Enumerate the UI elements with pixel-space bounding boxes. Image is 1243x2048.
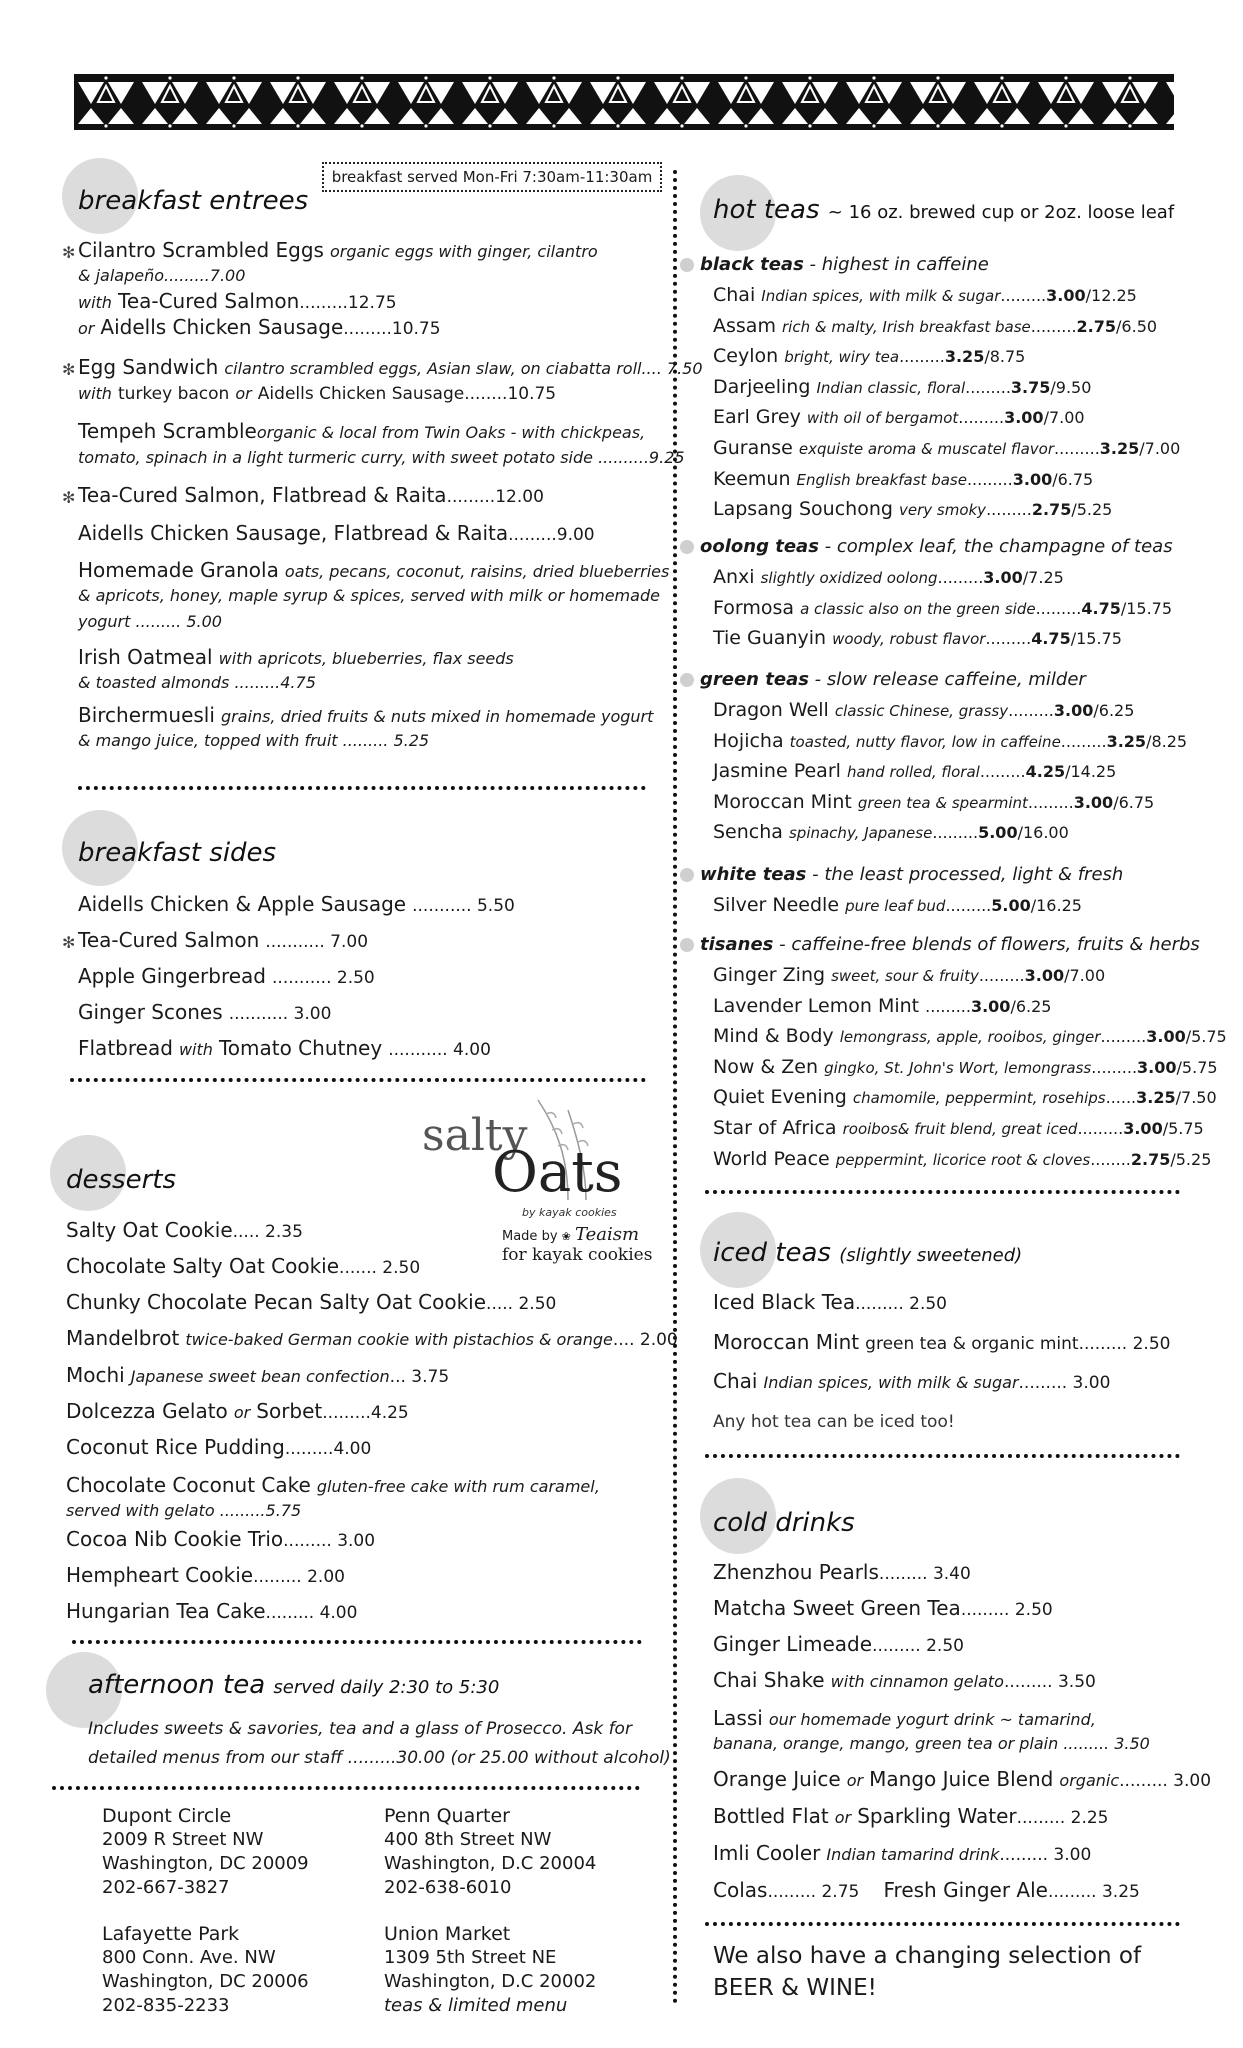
dessert-item: Chunky Chocolate Pecan Salty Oat Cookie..... 2.50	[66, 1290, 557, 1314]
side-item: Apple Gingerbread ........... 2.50	[78, 964, 375, 988]
section-divider	[52, 1786, 640, 1790]
dessert-item: Hempheart Cookie......... 2.00	[66, 1563, 345, 1587]
menu-item-line: & toasted almonds .........4.75	[78, 673, 316, 692]
tea-item: Lavender Lemon Mint .........3.00/6.25	[713, 994, 1052, 1017]
tea-item: Chai Indian spices, with milk & sugar.........3.00/12.25	[713, 284, 1137, 306]
tea-item: Earl Grey with oil of bergamot.........3.00/7.00	[713, 406, 1085, 429]
hot-teas-heading: hot teas ~ 16 oz. brewed cup or 2oz. loose leaf	[713, 195, 1175, 225]
tea-item: Moroccan Mint green tea & spearmint.........3.00/6.75	[713, 790, 1155, 813]
menu-item-cilantro-eggs: Cilantro Scrambled Eggs organic eggs with ginger, cilantro	[78, 238, 598, 262]
iced-teas-heading: iced teas (slightly sweetened)	[713, 1238, 1023, 1268]
menu-item-line: & jalapeño.........7.00	[78, 266, 246, 285]
cold-item: Colas......... 2.75 Fresh Ginger Ale......... 3.25	[713, 1878, 1140, 1902]
dessert-item: Hungarian Tea Cake......... 4.00	[66, 1599, 358, 1623]
menu-item-birchermuesli: Birchermuesli grains, dried fruits & nuts mixed in homemade yogurt	[78, 703, 654, 727]
cold-item: Ginger Limeade......... 2.50	[713, 1632, 964, 1656]
section-divider	[705, 1454, 1180, 1458]
tea-group-white: white teas - the least processed, light & fresh	[680, 864, 1123, 885]
tea-item: Hojicha toasted, nutty flavor, low in caffeine.........3.25/8.25	[713, 729, 1188, 752]
tea-item: Guranse exquiste aroma & muscatel flavor.........3.25/7.00	[713, 437, 1181, 459]
raw-warning-icon: ✻	[62, 488, 76, 507]
menu-item-line: & apricots, honey, maple syrup & spices, served with milk or homemade	[78, 586, 660, 605]
bullet-icon	[680, 540, 694, 554]
dessert-item: Mandelbrot twice-baked German cookie with pistachios & orange.... 2.00	[66, 1326, 678, 1350]
bullet-icon	[680, 258, 694, 272]
tea-item: Tie Guanyin woody, robust flavor.........4.75/15.75	[713, 627, 1122, 650]
logo-text: salty	[422, 1110, 528, 1161]
menu-item-granola: Homemade Granola oats, pecans, coconut, raisins, dried blueberries	[78, 558, 670, 582]
desserts-heading: desserts	[66, 1165, 177, 1195]
tea-item: Now & Zen gingko, St. John's Wort, lemongrass.........3.00/5.75	[713, 1055, 1218, 1078]
tea-item: Darjeeling Indian classic, floral.........3.75/9.50	[713, 375, 1092, 398]
raw-warning-icon: ✻	[62, 243, 76, 262]
tea-item: Assam rich & malty, Irish breakfast base.........2.75/6.50	[713, 314, 1158, 337]
tea-item: Mind & Body lemongrass, apple, rooibos, ginger.........3.00/5.75	[713, 1025, 1227, 1048]
raw-warning-icon: ✻	[62, 360, 76, 379]
dessert-item: Mochi Japanese sweet bean confection... 3.75	[66, 1363, 450, 1387]
geometric-pattern	[74, 74, 1174, 130]
raw-warning-icon: ✻	[62, 933, 76, 952]
afternoon-tea-heading: afternoon tea served daily 2:30 to 5:30	[88, 1670, 500, 1700]
tea-item: Sencha spinachy, Japanese.........5.00/16.00	[713, 821, 1069, 844]
menu-item-oatmeal: Irish Oatmeal with apricots, blueberries, flax seeds	[78, 645, 514, 669]
iced-item: Chai Indian spices, with milk & sugar......... 3.00	[713, 1369, 1111, 1393]
menu-item-line: served with gelato .........5.75	[66, 1501, 302, 1520]
menu-item-line: banana, orange, mango, green tea or plain ......... 3.50	[713, 1734, 1150, 1753]
iced-item: Moroccan Mint green tea & organic mint......... 2.50	[713, 1330, 1171, 1354]
dessert-item: Dolcezza Gelato or Sorbet.........4.25	[66, 1399, 409, 1423]
tea-item: Jasmine Pearl hand rolled, floral.........4.25/14.25	[713, 760, 1117, 783]
cold-item: Zhenzhou Pearls......... 3.40	[713, 1560, 971, 1584]
dessert-item: Chocolate Coconut Cake gluten-free cake with rum caramel,	[66, 1473, 600, 1497]
afternoon-tea-description: detailed menus from our staff .........30.00 (or 25.00 without alcohol)	[88, 1748, 671, 1768]
logo-text: Oats	[492, 1140, 623, 1205]
location-lafayette: Lafayette Park 800 Conn. Ave. NW Washington, DC 20006 202-835-2233	[102, 1923, 309, 2016]
section-divider	[705, 1922, 1180, 1926]
logo-made-by: Made by ❀ Teaism	[502, 1224, 640, 1245]
tea-item: Quiet Evening chamomile, peppermint, rosehips......3.25/7.50	[713, 1086, 1217, 1109]
tea-item: Lapsang Souchong very smoky.........2.75/5.25	[713, 498, 1113, 521]
side-item: Ginger Scones ........... 3.00	[78, 1000, 332, 1024]
menu-item-line: or Aidells Chicken Sausage.........10.75	[78, 315, 441, 339]
location-dupont: Dupont Circle 2009 R Street NW Washington, DC 20009 202-667-3827	[102, 1805, 309, 1898]
menu-item-line: with turkey bacon or Aidells Chicken Sausage........10.75	[78, 384, 557, 404]
logo-text: for kayak cookies	[502, 1245, 653, 1265]
lotus-icon: ❀	[561, 1230, 571, 1243]
tea-item: World Peace peppermint, licorice root & cloves........2.75/5.25	[713, 1147, 1212, 1170]
tea-item: Ginger Zing sweet, sour & fruity.........3.00/7.00	[713, 964, 1106, 986]
menu-item-salmon-flatbread: Tea-Cured Salmon, Flatbread & Raita.........12.00	[78, 483, 544, 507]
cold-item: Bottled Flat or Sparkling Water......... 2.25	[713, 1804, 1109, 1828]
location-penn-quarter: Penn Quarter 400 8th Street NW Washington, D.C 20004 202-638-6010	[384, 1805, 597, 1898]
menu-item-line: yogurt ......... 5.00	[78, 612, 222, 631]
cold-drinks-heading: cold drinks	[713, 1508, 855, 1538]
menu-item-line: tomato, spinach in a light turmeric curry, with sweet potato side ..........9.25	[78, 448, 685, 467]
cold-item: Chai Shake with cinnamon gelato......... 3.50	[713, 1668, 1096, 1692]
decorative-banner	[74, 74, 1174, 130]
tea-group-green: green teas - slow release caffeine, milder	[680, 669, 1086, 690]
section-divider	[70, 1078, 646, 1082]
bullet-icon	[680, 938, 694, 952]
menu-item-egg-sandwich: Egg Sandwich cilantro scrambled eggs, Asian slaw, on ciabatta roll.... 7.50	[78, 355, 703, 379]
afternoon-tea-description: Includes sweets & savories, tea and a glass of Prosecco. Ask for	[88, 1719, 632, 1739]
section-divider	[705, 1190, 1180, 1194]
tea-group-black: black teas - highest in caffeine	[680, 254, 989, 275]
cold-item: Lassi our homemade yogurt drink ~ tamarind,	[713, 1706, 1096, 1730]
menu-item-line: & mango juice, topped with fruit ......... 5.25	[78, 731, 430, 750]
dessert-item: Coconut Rice Pudding.........4.00	[66, 1435, 372, 1459]
tea-item: Star of Africa rooibos& fruit blend, great iced.........3.00/5.75	[713, 1117, 1204, 1139]
dessert-item: Salty Oat Cookie..... 2.35	[66, 1218, 303, 1242]
tea-item: Formosa a classic also on the green side.........4.75/15.75	[713, 596, 1173, 619]
breakfast-entrees-heading: breakfast entrees	[78, 186, 309, 216]
tea-item: Anxi slightly oxidized oolong.........3.00/7.25	[713, 566, 1064, 588]
iced-item: Iced Black Tea......... 2.50	[713, 1290, 947, 1314]
logo-text: by kayak cookies	[522, 1206, 617, 1219]
location-union-market: Union Market 1309 5th Street NE Washington, D.C 20002 teas & limited menu	[384, 1923, 597, 2016]
cold-item: Matcha Sweet Green Tea......... 2.50	[713, 1596, 1053, 1620]
cold-item: Imli Cooler Indian tamarind drink......... 3.00	[713, 1841, 1092, 1865]
dessert-item: Chocolate Salty Oat Cookie....... 2.50	[66, 1254, 421, 1278]
side-item: Tea-Cured Salmon ........... 7.00	[78, 928, 369, 952]
tea-item: Ceylon bright, wiry tea.........3.25/8.75	[713, 345, 1026, 368]
breakfast-sides-heading: breakfast sides	[78, 838, 277, 868]
menu-item-tempeh-scramble: Tempeh Scrambleorganic & local from Twin Oaks - with chickpeas,	[78, 419, 646, 443]
menu-item-sausage-flatbread: Aidells Chicken Sausage, Flatbread & Raita.........9.00	[78, 521, 595, 545]
beer-wine-note: We also have a changing selection of BEER & WINE!	[713, 1943, 1142, 2001]
tea-item: Dragon Well classic Chinese, grassy.........3.00/6.25	[713, 699, 1135, 721]
tea-item: Silver Needle pure leaf bud.........5.00/16.25	[713, 894, 1082, 916]
cold-item: Orange Juice or Mango Juice Blend organic......... 3.00	[713, 1767, 1212, 1791]
tea-group-oolong: oolong teas - complex leaf, the champagne of teas	[680, 536, 1173, 557]
bullet-icon	[680, 673, 694, 687]
bullet-icon	[680, 868, 694, 882]
section-divider	[72, 1640, 642, 1644]
iced-note: Any hot tea can be iced too!	[713, 1412, 955, 1432]
breakfast-hours-box: breakfast served Mon-Fri 7:30am-11:30am	[322, 162, 662, 192]
dessert-item: Cocoa Nib Cookie Trio......... 3.00	[66, 1527, 376, 1551]
tea-group-tisanes: tisanes - caffeine-free blends of flowers, fruits & herbs	[680, 934, 1200, 955]
section-divider	[78, 786, 646, 790]
menu-item-line: with Tea-Cured Salmon.........12.75	[78, 289, 397, 313]
side-item: Aidells Chicken & Apple Sausage ........... 5.50	[78, 892, 515, 916]
salty-oats-logo	[418, 1090, 658, 1265]
side-item: Flatbread with Tomato Chutney ........... 4.00	[78, 1036, 491, 1060]
tea-item: Keemun English breakfast base.........3.00/6.75	[713, 467, 1094, 490]
